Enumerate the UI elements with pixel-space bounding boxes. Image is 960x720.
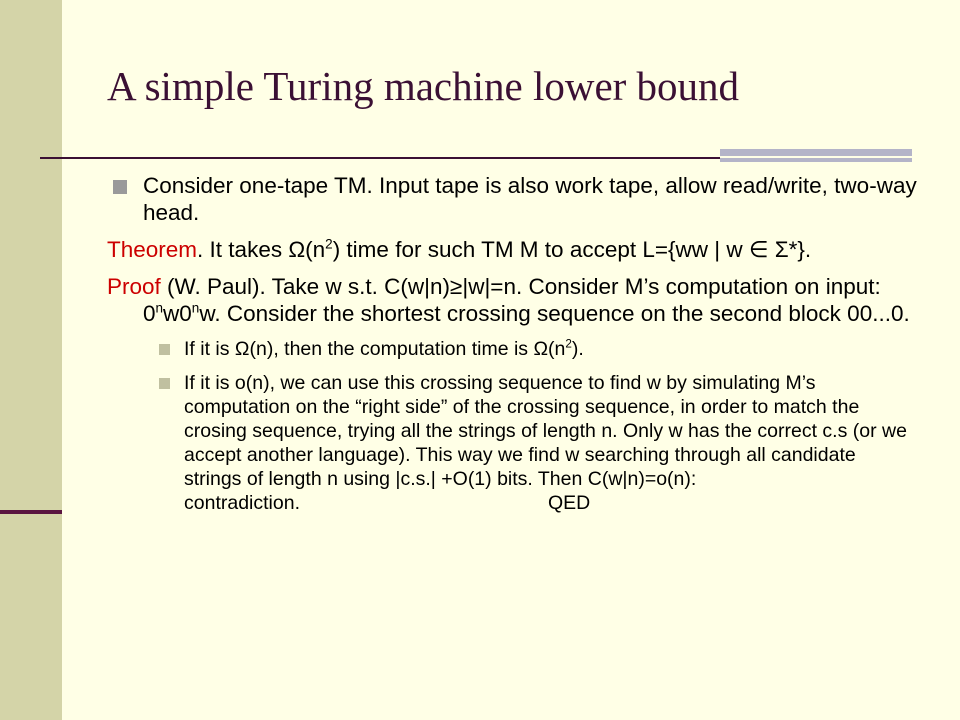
theorem-text-pre: . It takes Ω(n — [197, 237, 326, 262]
left-accent-line — [0, 510, 62, 514]
left-sidebar-band — [0, 0, 62, 720]
theorem-label: Theorem — [107, 237, 198, 262]
proof-paragraph — [107, 273, 917, 327]
title-underline — [40, 157, 720, 159]
slide-body — [107, 172, 917, 525]
proof-exponent-1: n — [155, 300, 164, 316]
small-square-bullet-icon — [159, 344, 170, 355]
proof-text-1: (W. Paul). Take w s.t. C(w|n)≥|w|=n. Consider M’s computation on input: 0 — [143, 274, 881, 326]
sub-bullet-omega-post: ). — [571, 338, 584, 360]
bullet-consider — [107, 172, 917, 226]
qed-marker: QED — [547, 492, 591, 514]
proof-label: Proof — [107, 274, 161, 299]
title-rule-accent — [720, 149, 912, 156]
proof-exponent-2: n — [191, 300, 200, 316]
slide-title: A simple Turing machine lower bound — [107, 63, 740, 109]
small-square-bullet-icon — [159, 378, 170, 389]
sub-bullet-crossing-text: If it is o(n), we can use this crossing sequence to find w by simulating M’s computation on the “right side” of the crossing sequence, in order to match the crosing sequence, trying all the strings of length n. Only w has the correct c.s (or we accept another language). This way we find w searching through all candidate strings of length n using |c.s.| +O(1) bits. Then C(w|n)=o(n): contradiction. — [184, 372, 907, 514]
sub-bullet-omega-exponent: 2 — [565, 337, 572, 351]
theorem-exponent: 2 — [325, 236, 333, 252]
theorem-paragraph — [107, 236, 917, 263]
sub-bullet-omega-pre: If it is Ω(n), then the computation time is Ω(n — [184, 338, 566, 360]
sub-bullet-crossing — [107, 371, 917, 515]
bullet-consider-text: Consider one-tape TM. Input tape is also work tape, allow read/write, two-way head. — [143, 173, 917, 225]
sub-bullet-omega — [107, 337, 917, 361]
proof-text-3: w. Consider the shortest crossing sequence on the second block 00...0. — [199, 301, 910, 326]
proof-text-2: w0 — [163, 301, 192, 326]
square-bullet-icon — [113, 180, 127, 194]
theorem-text-post: ) time for such TM M to accept L={ww | w ∈ Σ*}. — [332, 237, 812, 262]
title-rule-accent-lower — [720, 158, 912, 162]
